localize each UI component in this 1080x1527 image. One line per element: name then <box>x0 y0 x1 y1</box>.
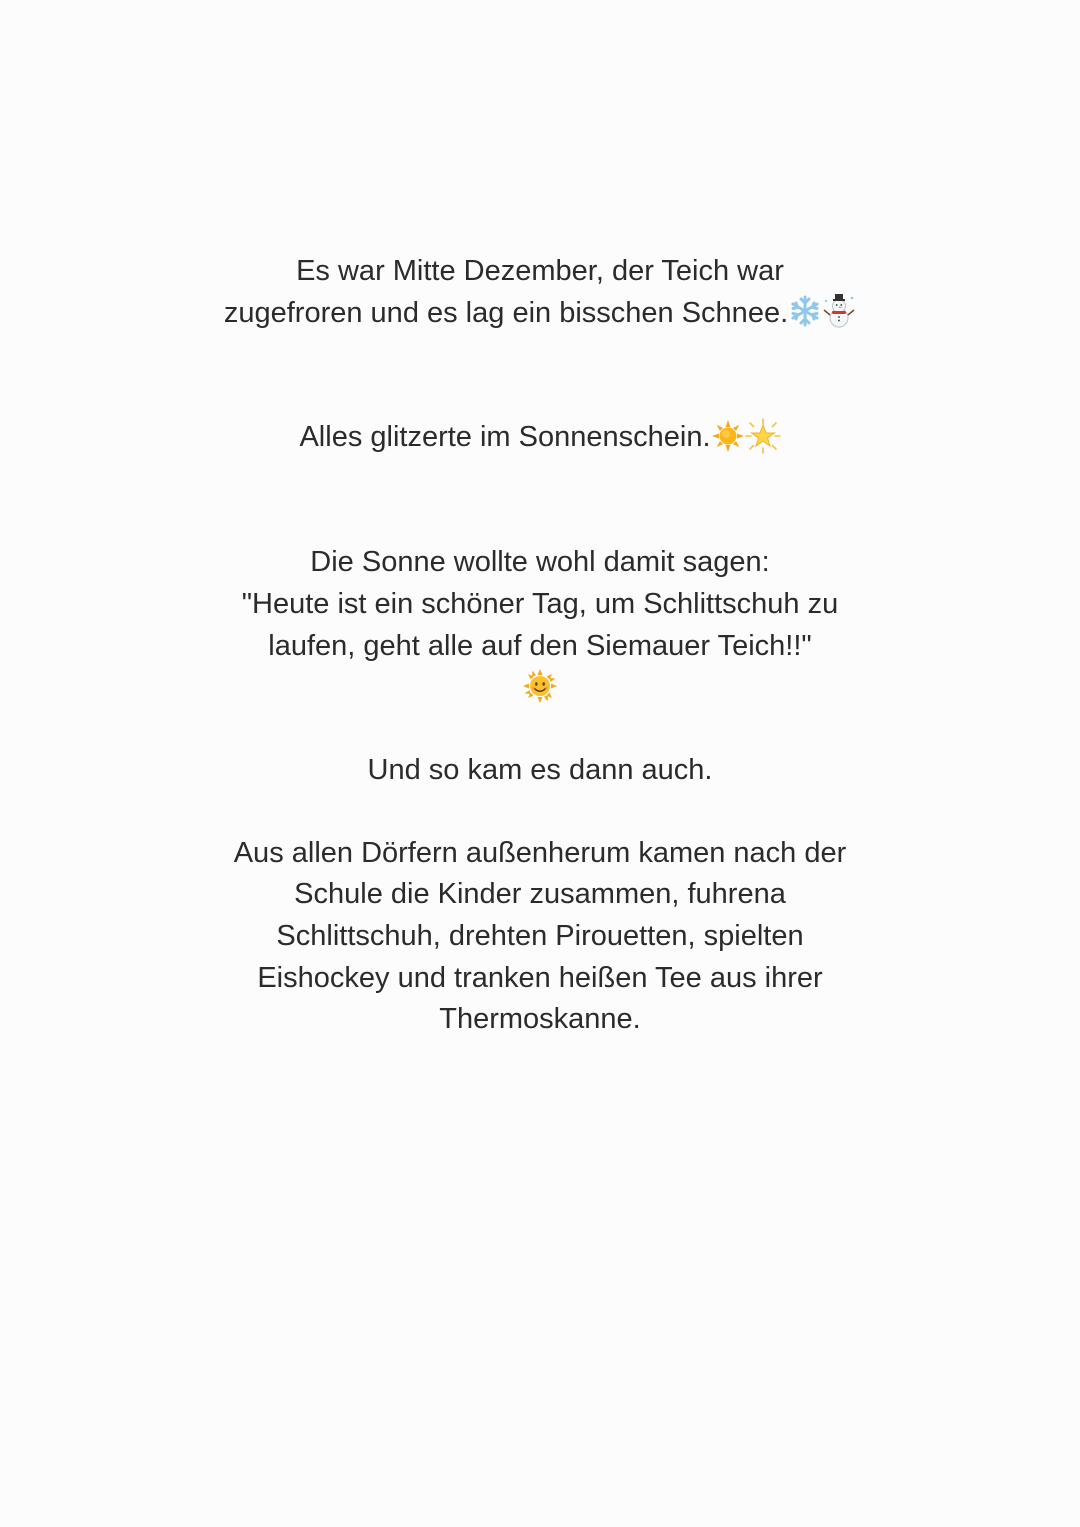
snowman-icon <box>822 293 856 329</box>
story-text <box>0 251 1080 1041</box>
paragraph-1-line-2: zugefroren und es lag ein bisschen Schnee. <box>223 296 789 329</box>
paragraph-3-line-1: Die Sonne wollte wohl damit sagen: <box>310 546 770 579</box>
paragraph-3-line-2: "Heute ist ein schöner Tag, um Schlittschuh zu <box>241 587 839 620</box>
paragraph-5-line-2: Schule die Kinder zusammen, fuhrena <box>294 878 786 911</box>
snowflake-icon <box>788 294 822 328</box>
paragraph-1-line-2-wrap <box>0 293 1080 335</box>
paragraph-4-line-1: Und so kam es dann auch. <box>367 753 713 786</box>
paragraph-2-line-1: Alles glitzerte im Sonnenschein. <box>299 421 711 454</box>
paragraph-1-line-1: Es war Mitte Dezember, der Teich war <box>296 255 784 287</box>
paragraph-5-line-4: Eishockey und tranken heißen Tee aus ihrer <box>257 961 823 994</box>
paragraph-2-line-1-wrap <box>0 417 1080 459</box>
paragraph-2 <box>0 417 1080 459</box>
paragraph-5-line-1: Aus allen Dörfern außenherum kamen nach der <box>233 836 847 869</box>
sun-with-face-icon <box>522 668 558 704</box>
paragraph-1 <box>0 251 1080 334</box>
paragraph-3-line-3: laufen, geht alle auf den Siemauer Teich!!" <box>268 629 812 662</box>
paragraph-5 <box>0 833 1080 1042</box>
paragraph-5-line-3: Schlittschuh, drehten Pirouetten, spielten <box>276 920 804 953</box>
paragraph-3-line-4 <box>0 667 1080 709</box>
paragraph-4 <box>0 750 1080 792</box>
sun-icon <box>711 419 745 453</box>
paragraph-3 <box>0 542 1080 709</box>
glowing-star-icon <box>745 418 781 454</box>
paragraph-5-line-5: Thermoskanne. <box>439 1003 641 1036</box>
